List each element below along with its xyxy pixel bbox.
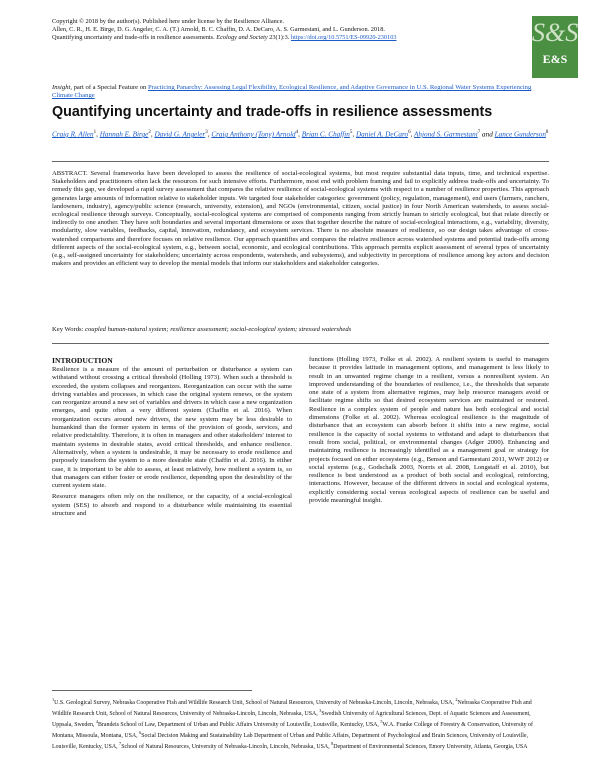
keywords-label: Key Words:	[52, 326, 84, 333]
divider	[52, 343, 549, 344]
citation-line-2: Quantifying uncertainty and trade-offs in resilience assessments. Ecology and Society 23(1):3. https://doi.org/10.5751/ES-09920-230103	[52, 34, 397, 41]
left-column	[52, 366, 292, 521]
journal-logo	[532, 16, 578, 78]
logo-label: E&S	[542, 52, 568, 66]
footnote-divider	[52, 690, 252, 691]
section-heading: INTRODUCTION	[52, 356, 113, 365]
author-link[interactable]: Lance Gunderson	[494, 130, 546, 139]
special-feature-line: Insight, part of a Special Feature on Practicing Panarchy: Assessing Legal Flexibility, Ecological Resilience, and Adaptive Governance in U.S. Regional Water Systems Experiencing Climate Change	[52, 84, 532, 100]
article-title: Quantifying uncertainty and trade-offs in resilience assessments	[52, 104, 493, 120]
author-link[interactable]: Craig R. Allen	[52, 130, 94, 139]
special-feature-link[interactable]: Practicing Panarchy: Assessing Legal Flexibility, Ecological Resilience, and Adaptive Governance in U.S. Regional Water Systems Experiencing Climate Change	[52, 84, 532, 100]
affiliations-footnote: $^1$U.S. Geological Survey, Nebraska Cooperative Fish and Wildlife Research Unit, School of Natural Resources, University of Nebraska-Lincoln, Lincoln, Nebraska, USA, $^2$Nebraska Cooperative Fish and Wildlife Research Unit, School of Natural Resources, University of Nebraska-Lincoln, Lincoln, Nebraska, USA, $^3$Swedish University of Agricultural Sciences, Dept. of Aquatic Sciences and Assessment, Uppsala, Sweden, $^4$Brandeis School of Law, Department of Urban and Public Affairs University of Louisville, Louisville, Kentucky, USA, $^5$W.A. Franke College of Forestry & Conservation, University of Montana, Missoula, Montana, USA, $^6$Social Decision Making and Sustainability Lab Department of Urban and Public Affairs, Department of Psychological and Brain Sciences, University of Louisville, Louisville, Kentucky, USA, $^7$School of Natural Resources, University of Nebraska-Lincoln, Lincoln, Nebraska, USA, $^8$Department of Environmental Sciences, Emory University, Atlanta, Georgia, USA	[52, 697, 533, 751]
divider	[52, 161, 549, 162]
right-column	[309, 356, 549, 508]
copyright-line: Copyright © 2018 by the author(s). Published here under license by the Resilience Alliance.	[52, 18, 284, 25]
paragraph: functions (Holling 1973, Folke et al. 2002). A resilient system is useful to managers because it provides latitude in management options, and management is less likely to result in an unwanted regime change in a resilient, versus a nonresilient system. An improved understanding of the boundaries of resilience, i.e., the thresholds that separate one state of a system from alternative regimes, may help resource managers avoid or facilitate regime shifts so that desired ecosystem services are maintained or restored. Resilience in a complex system of people and nature has both ecological and social dimensions (Folke et al. 2002). Whereas ecological resilience is the magnitude of disturbance that an ecosystem can absorb before it shifts into a new regime, social resilience is the capacity of social systems to withstand and adapt to disturbances that result from social, political, or environmental changes (Adger 2000). Enhancing and maintaining resilience is increasingly identified as a management goal or strategy for projects focused on either ecosystems (e.g., Benson and Garmestani 2011, WWF 2012) or social systems (e.g., Godschalk 2003, Norris et al. 2008, Longstaff et al. 2010), but resilience is best understood as a product of both social and ecological, reinforcing, interactions. However, because of the different drivers in social and ecological systems, explicitly considering social versus ecological aspects of resilience can be useful and provide meaningful insight.	[309, 356, 549, 505]
logo-glyph: S&S	[532, 18, 579, 47]
journal-name: Ecology and Society	[216, 34, 268, 41]
paragraph: Resource managers often rely on the resilience, or the capacity, of a social-ecological system (SES) to absorb and respond to a disturbance while maintaining its essential structure and	[52, 493, 292, 518]
citation-line: Allen, C. R., H. E. Birge, D. G. Angeler, C. A. (T.) Arnold, B. C. Chaffin, D. A. DeCaro, A. S. Garmestani, and L. Gunderson. 2018.	[52, 26, 385, 33]
article-header	[52, 18, 522, 42]
author-link[interactable]: Craig Anthony (Tony) Arnold	[211, 130, 296, 139]
keywords	[52, 326, 549, 334]
author-link[interactable]: Hannah E. Birge	[99, 130, 149, 139]
doi-link[interactable]: https://doi.org/10.5751/ES-09920-230103	[290, 34, 397, 41]
paragraph: Resilience is a measure of the amount of perturbation or disturbance a system can withstand without crossing a critical threshold (Holling 1973). When such a threshold is exceeded, the system collapses and reorganizes. Reorganization can occur with the same driving variables and processes, in which case the original system renews, or the system can reorganize around a new set of variables and drivers in which case a new organization emerges, and quite often a very different system (Chaffin et al. 2016). When reorganization occurs around new drivers, the new system may be less desirable to humankind than the former system in terms of the provision of goods, services, and relative predictability. Therefore, it is often in managers and other stakeholders' interest to maintain systems in desirable states, avoid critical thresholds, and enhance resilience. Alternatively, when a system is undesirable, it may be necessary to erode resilience and purposely transform the system to a more desirable state (Chaffin et al. 2016). In either case, it is important to be able to assess, at least relatively, how resilient a system is, so that managers can either foster or erode resilience, depending upon the desirability of the current system state.	[52, 366, 292, 490]
author-list: Craig R. Allen$^1$, Hannah E. Birge$^2$, David G. Angeler$^3$, Craig Anthony (Tony) Arnold$^4$, Brian C. Chaffin$^5$, Daniel A. DeCaro$^6$, Ahjond S. Garmestani$^7$ and Lance Gunderson$^8$	[52, 130, 549, 139]
author-link[interactable]: Ahjond S. Garmestani	[414, 130, 478, 139]
abstract: ABSTRACT. Several frameworks have been developed to assess the resilience of social-ecological systems, but most require substantial data inputs, time, and technical expertise. Stakeholders and practitioners often lack the resources for such intensive efforts. Furthermore, most end with problem framing and fail to explicitly address trade-offs and uncertainty. To remedy this gap, we developed a rapid survey assessment that compares the relative resilience of social-ecological systems with respect to a number of resilience properties. This approach generates large amounts of information relative to stakeholder inputs. We targeted four stakeholder categories: government (policy, regulation, management), end users (farmers, ranchers, landowners, industry), agency/public science (research, university, extension), and NGOs (environmental, citizen, social justice) in four North American watersheds, to assess social-ecological resilience through surveys. Conceptually, social-ecological systems are comprised of components ranging from strictly human to strictly ecological, but that relate directly or indirectly to one another. They have soft boundaries and several important dimensions or axes that together describe the nature of social-ecological interactions, e.g., variability, diversity, modularity, slow variables, feedbacks, capital, innovation, redundancy, and ecosystem services. There is no absolute measure of resilience, so our design takes advantage of cross-watershed comparisons and therefore focuses on relative resilience. Our approach quantifies and compares the relative resilience across watershed systems and potential trade-offs among different aspects of the social-ecological system, e.g., between social, economic, and ecological contributions. This approach permits explicit assessment of several types of uncertainty (e.g., self-assigned uncertainty for stakeholders; uncertainty across respondents, watersheds, and subsystems), and subjectivity in perceptions of resilience among key actors and decision makers and provides an efficient way to develop the mental models that inform our stakeholders and stakeholder categories.	[52, 170, 549, 268]
author-link[interactable]: Brian C. Chaffin	[301, 130, 350, 139]
author-link[interactable]: David G. Angeler	[154, 130, 206, 139]
author-link[interactable]: Daniel A. DeCaro	[355, 130, 409, 139]
keywords-text: coupled human-natural system; resilience assessment; social-ecological system; stressed watersheds	[85, 326, 352, 333]
